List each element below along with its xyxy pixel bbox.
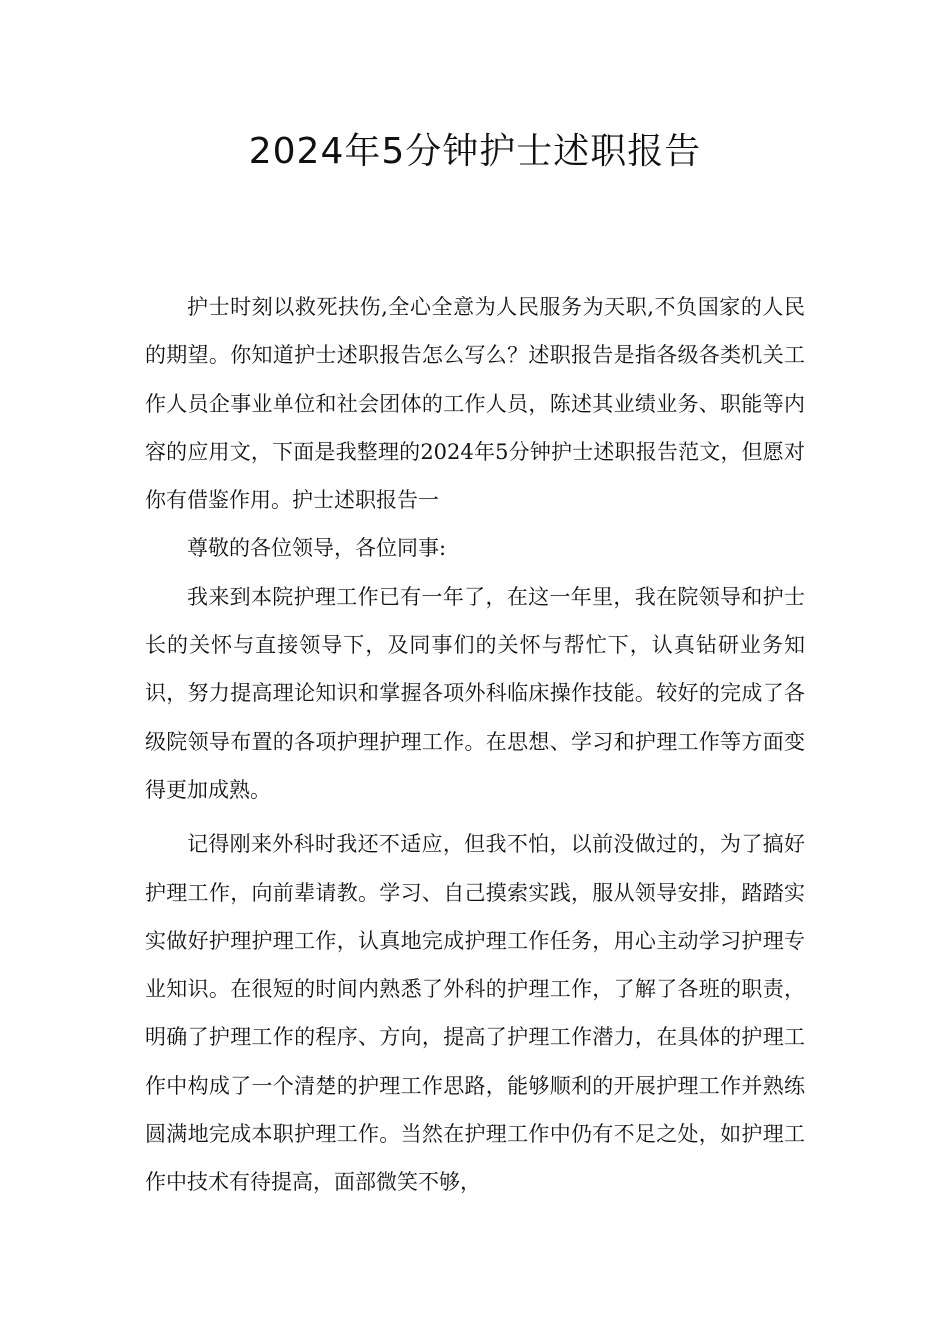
document-title: 2024年5分钟护士述职报告 — [248, 131, 702, 172]
document-body — [145, 283, 805, 1207]
paragraph-intro: 护士时刻以救死扶伤,全心全意为人民服务为天职,不负国家的人民的期望。你知道护士述职报告怎么写么？述职报告是指各级各类机关工作人员企事业单位和社会团体的工作人员，陈述其业绩业务、职能等内容的应用文，下面是我整理的2024年5分钟护士述职报告范文，但愿对你有借鉴作用。护士述职报告一 — [145, 295, 805, 513]
paragraph-work-summary: 我来到本院护理工作已有一年了，在这一年里，我在院领导和护士长的关怀与直接领导下，及同事们的关怀与帮忙下，认真钻研业务知识，努力提高理论知识和掌握各项外科临床操作技能。较好的完成了各级院领导布置的各项护理护理工作。在思想、学习和护理工作等方面变得更加成熟。 — [145, 584, 805, 802]
paragraph-experience: 记得刚来外科时我还不适应，但我不怕，以前没做过的，为了搞好护理工作，向前辈请教。学习、自己摸索实践，服从领导安排，踏踏实实做好护理护理工作，认真地完成护理工作任务，用心主动学习护理专业知识。在很短的时间内熟悉了外科的护理工作，了解了各班的职责，明确了护理工作的程序、方向，提高了护理工作潜力，在具体的护理工作中构成了一个清楚的护理工作思路，能够顺利的开展护理工作并熟练圆满地完成本职护理工作。当然在护理工作中仍有不足之处，如护理工作中技术有待提高，面部微笑不够， — [145, 832, 805, 1195]
paragraph-salutation: 尊敬的各位领导，各位同事: — [187, 536, 447, 561]
